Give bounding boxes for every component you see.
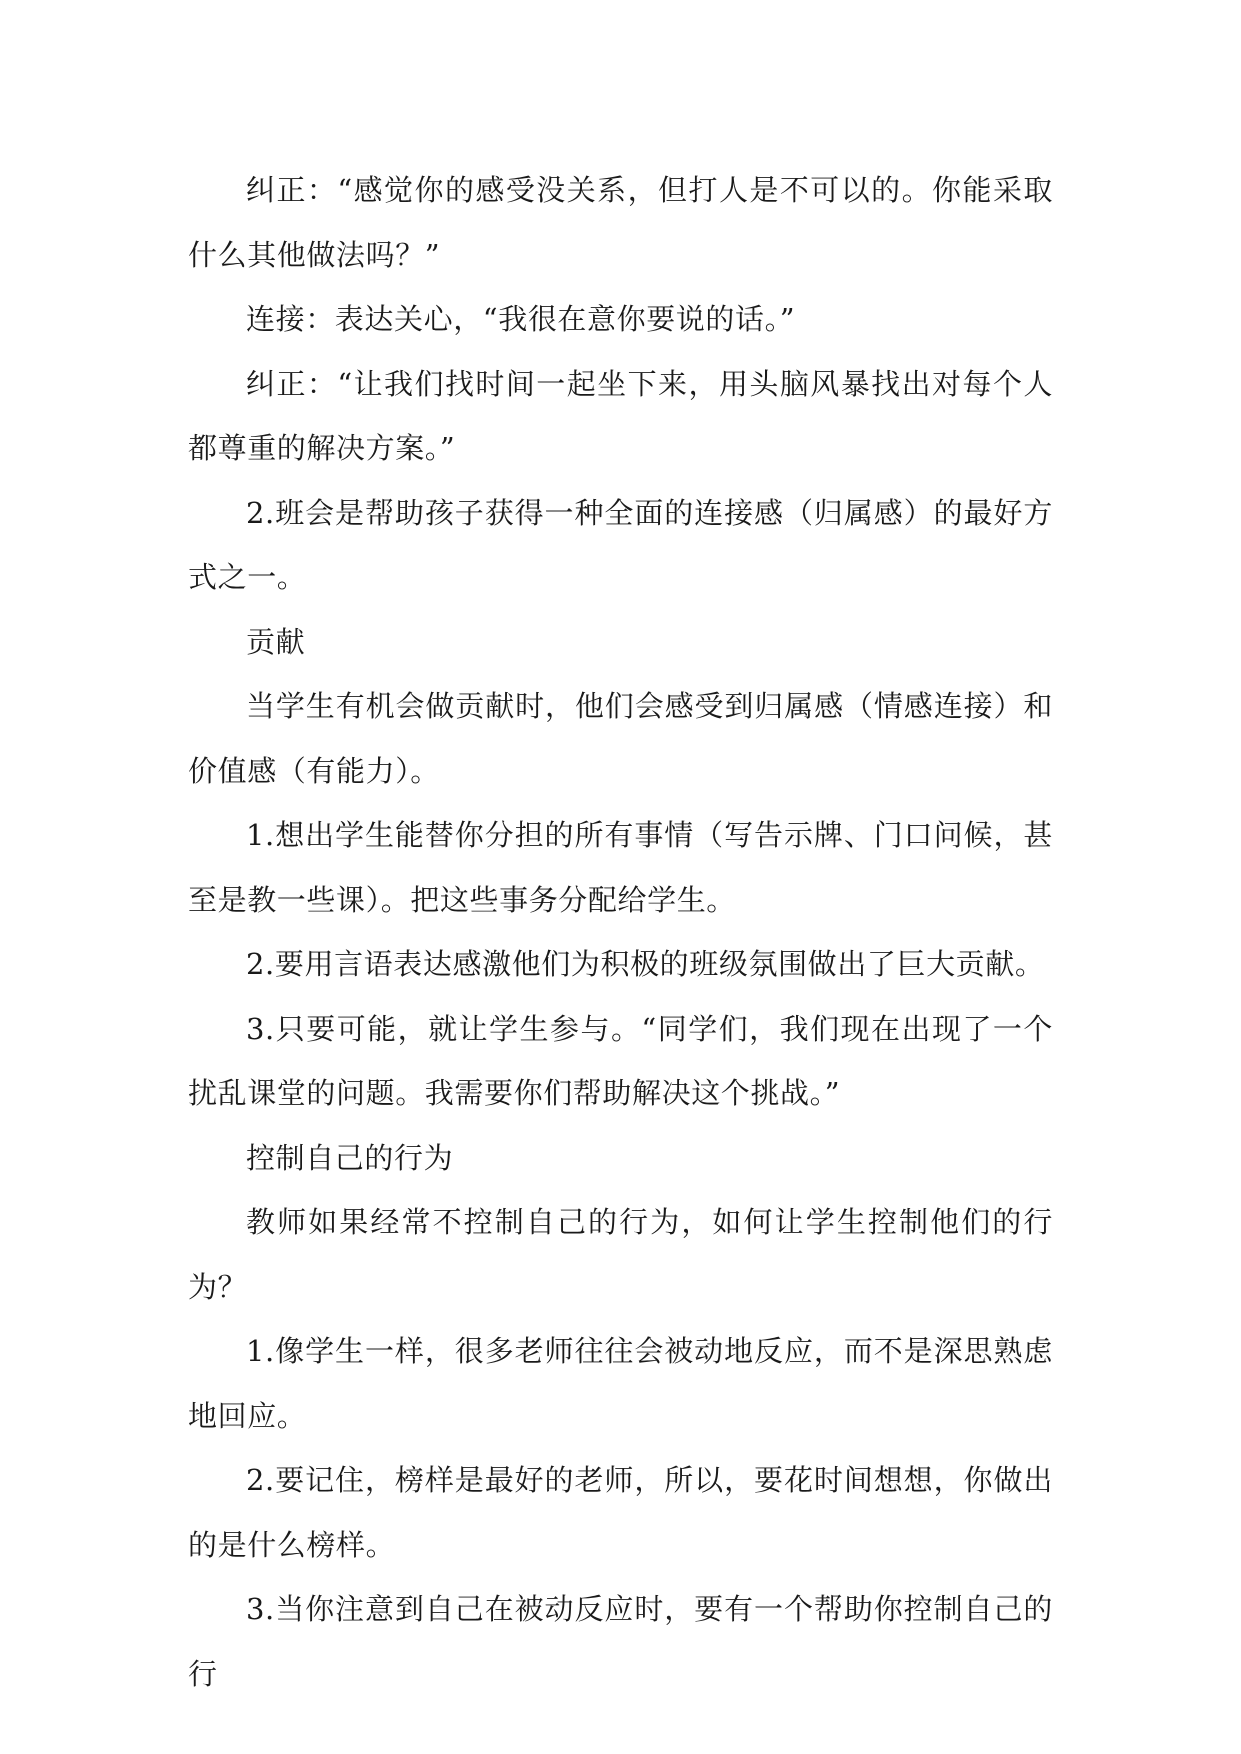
paragraph-correction-brainstorm: 纠正：“让我们找时间一起坐下来，用头脑风暴找出对每个人都尊重的解决方案。” <box>188 366 1053 465</box>
paragraph-connection-care: 连接：表达关心，“我很在意你要说的话。” <box>246 302 796 336</box>
section-heading-contribution: 贡献 <box>246 624 306 659</box>
paragraph-self-control-item-2: 2.要记住，榜样是最好的老师，所以，要花时间想想，你做出的是什么榜样。 <box>188 1463 1053 1562</box>
section-heading-self-control: 控制自己的行为 <box>246 1140 454 1175</box>
paragraph-self-control-item-3: 3.当你注意到自己在被动反应时，要有一个帮助你控制自己的行 <box>188 1592 1053 1691</box>
document-body <box>188 158 1053 1706</box>
paragraph-self-control-item-1: 1.像学生一样，很多老师往往会被动地反应，而不是深思熟虑地回应。 <box>188 1334 1053 1433</box>
paragraph-correction-hitting: 纠正：“感觉你的感受没关系，但打人是不可以的。你能采取什么其他做法吗？” <box>188 173 1053 272</box>
paragraph-contribution-item-2: 2.要用言语表达感激他们为积极的班级氛围做出了巨大贡献。 <box>246 947 1045 981</box>
paragraph-self-control-intro: 教师如果经常不控制自己的行为，如何让学生控制他们的行为？ <box>188 1205 1053 1304</box>
paragraph-contribution-item-3: 3.只要可能，就让学生参与。“同学们，我们现在出现了一个扰乱课堂的问题。我需要你们帮助解决这个挑战。” <box>188 1011 1053 1110</box>
paragraph-contribution-intro: 当学生有机会做贡献时，他们会感受到归属感（情感连接）和价值感（有能力）。 <box>188 689 1053 788</box>
paragraph-class-meeting: 2.班会是帮助孩子获得一种全面的连接感（归属感）的最好方式之一。 <box>188 495 1053 594</box>
paragraph-contribution-item-1: 1.想出学生能替你分担的所有事情（写告示牌、门口问候，甚至是教一些课）。把这些事务分配给学生。 <box>188 818 1053 917</box>
